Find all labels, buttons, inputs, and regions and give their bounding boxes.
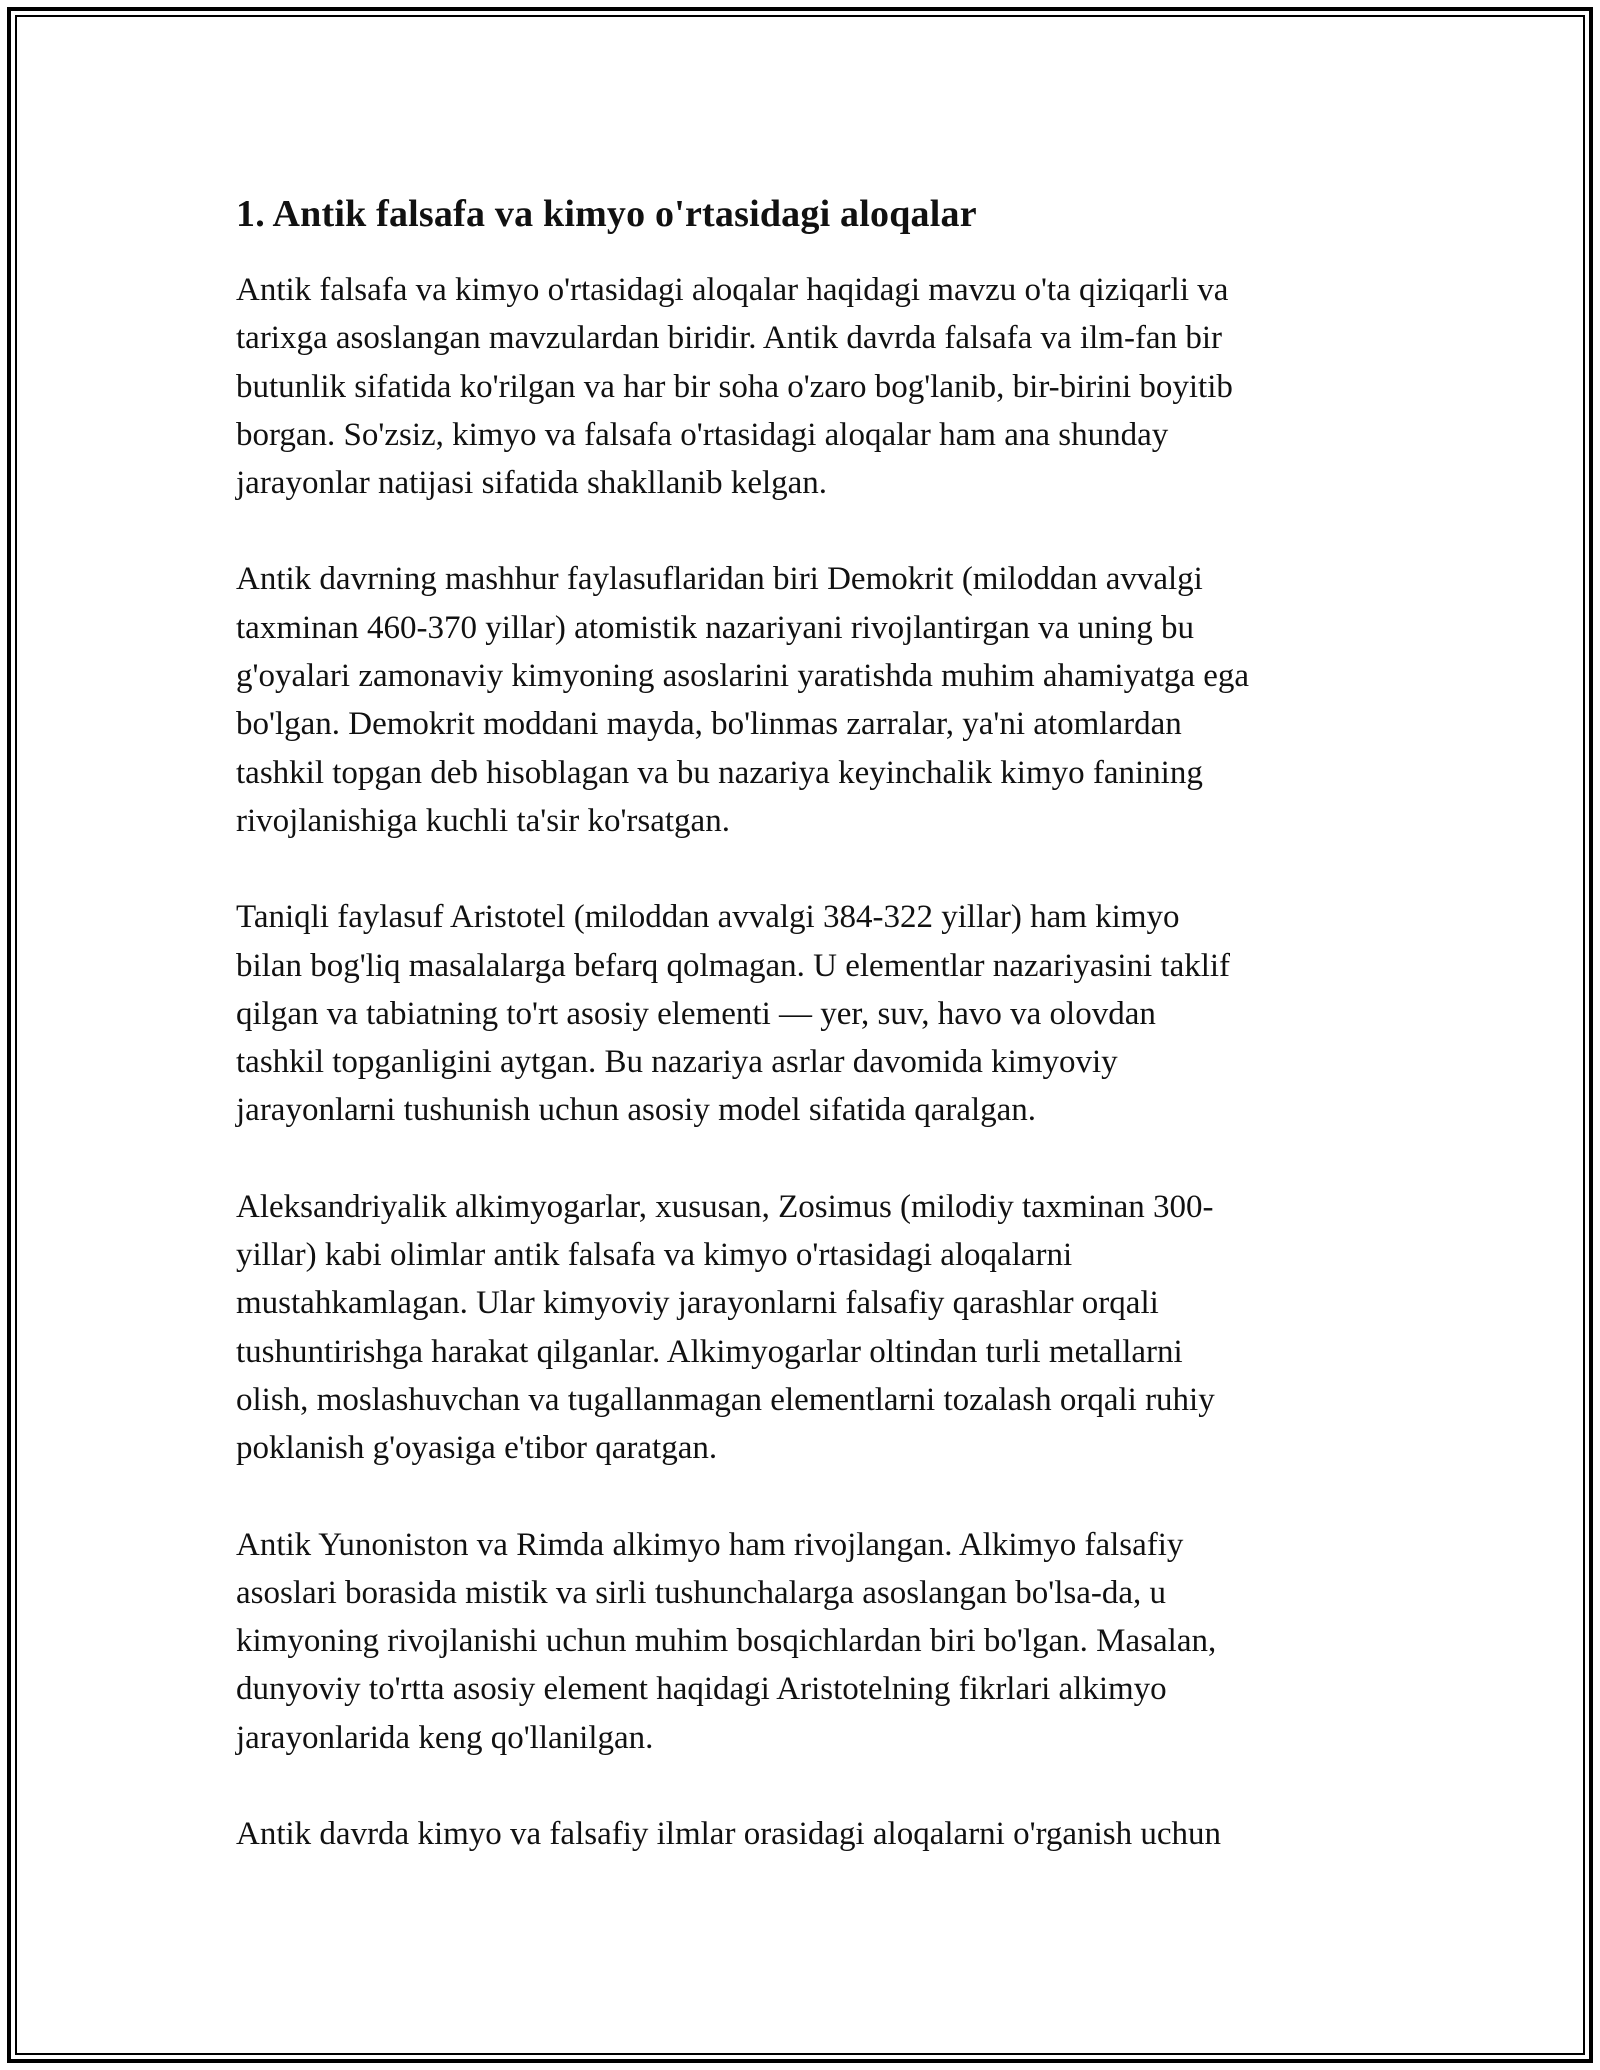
paragraph-5: Antik Yunoniston va Rimda alkimyo ham rivojlangan. Alkimyo falsafiy asoslari borasida mistik va sirli tushunchalarga asoslangan bo'lsa-da, u kimyoning rivojlanishi uchun muhim bosqichlardan biri bo'lgan. Masalan, dunyoviy to'rtta asosiy element haqidagi Aristotelning fikrlari alkimyo jarayonlarida keng qo'llanilgan.	[236, 1526, 1217, 1756]
document-body	[236, 188, 1366, 1906]
paragraph-2: Antik davrning mashhur faylasuflaridan biri Demokrit (miloddan avvalgi taxminan 460-370 yillar) atomistik nazariyani rivojlantirgan va uning bu g'oyalari zamonaviy kimyoning asoslarini yaratishda muhim ahamiyatga ega bo'lgan. Demokrit moddani mayda, bo'linmas zarralar, ya'ni atomlardan tashkil topgan deb hisoblagan va bu nazariya keyinchalik kimyo fanining rivojlanishiga kuchli ta'sir ko'rsatgan.	[236, 561, 1250, 839]
paragraph-6: Antik davrda kimyo va falsafiy ilmlar orasidagi aloqalarni o'rganish uchun	[236, 1816, 1221, 1853]
section-heading: 1. Antik falsafa va kimyo o'rtasidagi aloqalar	[236, 193, 977, 235]
paragraph-1: Antik falsafa va kimyo o'rtasidagi aloqalar haqidagi mavzu o'ta qiziqarli va tarixga asoslangan mavzulardan biridir. Antik davrda falsafa va ilm-fan bir butunlik sifatida ko'rilgan va har bir soha o'zaro bog'lanib, bir-birini boyitib borgan. So'zsiz, kimyo va falsafa o'rtasidagi aloqalar ham ana shunday jarayonlar natijasi sifatida shakllanib kelgan.	[236, 272, 1233, 502]
paragraph-4: Aleksandriyalik alkimyogarlar, xususan, Zosimus (milodiy taxminan 300- yillar) kabi olimlar antik falsafa va kimyo o'rtasidagi aloqalarni mustahkamlagan. Ular kimyoviy jarayonlarni falsafiy qarashlar orqali tushuntirishga harakat qilganlar. Alkimyogarlar oltindan turli metallarni olish, moslashuvchan va tugallanmagan elementlarni tozalash orqali ruhiy poklanish g'oyasiga e'tibor qaratgan.	[236, 1188, 1215, 1467]
paragraph-3: Taniqli faylasuf Aristotel (miloddan avvalgi 384-322 yillar) ham kimyo bilan bog'liq masalalarga befarq qolmagan. U elementlar nazariyasini taklif qilgan va tabiatning to'rt asosiy elementi — yer, suv, havo va olovdan tashkil topganligini aytgan. Bu nazariya asrlar davomida kimyoviy jarayonlarni tushunish uchun asosiy model sifatida qaralgan.	[236, 899, 1231, 1129]
